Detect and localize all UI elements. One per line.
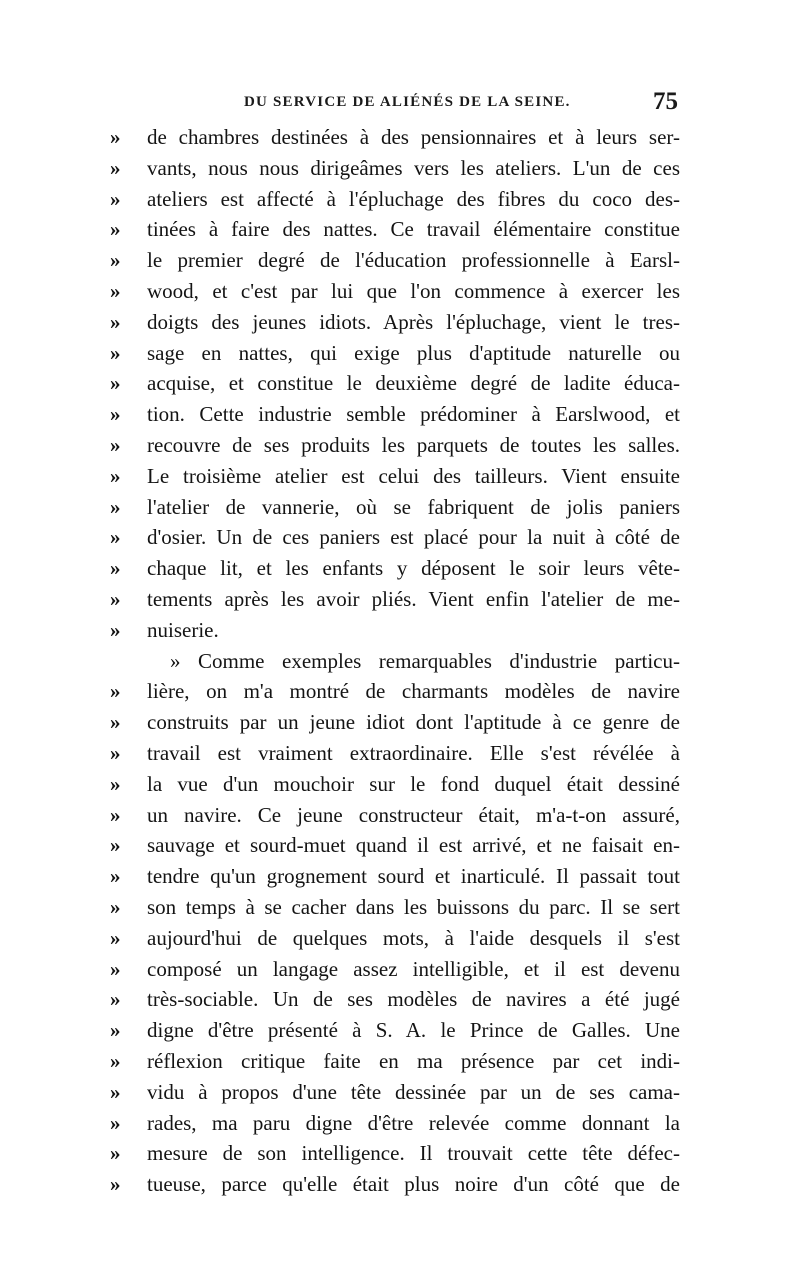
line-text: mesure de son intelligence. Il trouvait cette tête défec-: [147, 1141, 680, 1166]
quote-mark: »: [110, 1141, 121, 1166]
quote-mark: »: [110, 248, 121, 273]
quote-mark: »: [110, 1018, 121, 1043]
quote-mark: »: [110, 525, 121, 550]
text-line-1: [110, 122, 680, 153]
line-text: » Comme exemples remarquables d'industrie particu-: [170, 648, 680, 673]
text-line-11: [110, 430, 680, 461]
quote-mark: »: [110, 740, 121, 765]
quote-mark: »: [110, 771, 121, 796]
text-line-28: [110, 954, 680, 985]
quote-mark: »: [110, 463, 121, 488]
line-text: sauvage et sourd-muet quand il est arrivé, et ne faisait en-: [147, 833, 680, 858]
quote-mark: »: [110, 617, 121, 642]
line-text: recouvre de ses produits les parquets de toutes les salles.: [147, 432, 680, 457]
quote-mark: »: [110, 956, 121, 981]
quote-mark: »: [110, 155, 121, 180]
line-text: très-sociable. Un de ses modèles de navires a été jugé: [147, 987, 680, 1012]
text-line-33: [110, 1108, 680, 1139]
text-line-4: [110, 214, 680, 245]
text-line-34: [110, 1138, 680, 1169]
quote-mark: »: [110, 1048, 121, 1073]
text-line-24: [110, 830, 680, 861]
line-text: travail est vraiment extraordinaire. Elle s'est révélée à: [147, 740, 680, 765]
line-text: Le troisième atelier est celui des tailleurs. Vient ensuite: [147, 463, 680, 488]
text-line-32: [110, 1077, 680, 1108]
line-text: wood, et c'est par lui que l'on commence à exercer les: [147, 278, 680, 303]
body-text: [110, 122, 680, 1200]
page-header: [200, 88, 678, 118]
line-text: tion. Cette industrie semble prédominer à Earslwood, et: [147, 402, 680, 427]
line-text: tinées à faire des nattes. Ce travail élémentaire constitue: [147, 217, 680, 242]
line-text: chaque lit, et les enfants y déposent le soir leurs vête-: [147, 556, 680, 581]
text-line-13: [110, 492, 680, 523]
quote-mark: »: [110, 309, 121, 334]
quote-mark: »: [110, 710, 121, 735]
line-text: tendre qu'un grognement sourd et inarticulé. Il passait tout: [147, 864, 680, 889]
quote-mark: »: [110, 679, 121, 704]
text-line-21: [110, 738, 680, 769]
line-text: l'atelier de vannerie, où se fabriquent de jolis paniers: [147, 494, 680, 519]
quote-mark: »: [110, 987, 121, 1012]
quote-mark: »: [110, 402, 121, 427]
quote-mark: »: [110, 833, 121, 858]
page-number: 75: [653, 88, 678, 115]
quote-mark: »: [110, 217, 121, 242]
text-line-20: [110, 707, 680, 738]
text-line-29: [110, 984, 680, 1015]
text-line-10: [110, 399, 680, 430]
text-line-9: [110, 368, 680, 399]
text-line-5: [110, 245, 680, 276]
text-line-3: [110, 184, 680, 215]
line-text: composé un langage assez intelligible, et il est devenu: [147, 956, 680, 981]
text-line-26: [110, 892, 680, 923]
line-text: la vue d'un mouchoir sur le fond duquel était dessiné: [147, 771, 680, 796]
line-text: aujourd'hui de quelques mots, à l'aide desquels il s'est: [147, 925, 680, 950]
quote-mark: »: [110, 1172, 121, 1197]
text-line-31: [110, 1046, 680, 1077]
quote-mark: »: [110, 1110, 121, 1135]
text-line-14: [110, 522, 680, 553]
line-text: d'osier. Un de ces paniers est placé pour la nuit à côté de: [147, 525, 680, 550]
line-text: doigts des jeunes idiots. Après l'épluchage, vient le tres-: [147, 309, 680, 334]
text-line-15: [110, 553, 680, 584]
quote-mark: »: [110, 864, 121, 889]
line-text: acquise, et constitue le deuxième degré de ladite éduca-: [147, 371, 680, 396]
line-text: tueuse, parce qu'elle était plus noire d'un côté que de: [147, 1172, 680, 1197]
quote-mark: »: [110, 186, 121, 211]
line-text: digne d'être présenté à S. A. le Prince de Galles. Une: [147, 1018, 680, 1043]
line-text: construits par un jeune idiot dont l'aptitude à ce genre de: [147, 710, 680, 735]
text-line-7: [110, 307, 680, 338]
text-line-18: [110, 646, 680, 677]
text-line-6: [110, 276, 680, 307]
quote-mark: »: [110, 278, 121, 303]
text-line-22: [110, 769, 680, 800]
text-line-2: [110, 153, 680, 184]
line-text: nuiserie.: [147, 617, 219, 642]
line-text: de chambres destinées à des pensionnaires et à leurs ser-: [147, 125, 680, 149]
line-text: le premier degré de l'éducation professionnelle à Earsl-: [147, 248, 680, 273]
quote-mark: »: [110, 432, 121, 457]
quote-mark: »: [110, 925, 121, 950]
line-text: réflexion critique faite en ma présence par cet indi-: [147, 1048, 680, 1073]
line-text: un navire. Ce jeune constructeur était, m'a-t-on assuré,: [147, 802, 680, 827]
line-text: son temps à se cacher dans les buissons du parc. Il se sert: [147, 894, 680, 919]
quote-mark: »: [110, 125, 121, 149]
text-line-17: [110, 615, 680, 646]
text-line-25: [110, 861, 680, 892]
text-line-19: [110, 676, 680, 707]
quote-mark: »: [110, 556, 121, 581]
text-line-30: [110, 1015, 680, 1046]
quote-mark: »: [110, 371, 121, 396]
quote-mark: »: [110, 802, 121, 827]
quote-mark: »: [110, 586, 121, 611]
line-text: tements après les avoir pliés. Vient enfin l'atelier de me-: [147, 586, 680, 611]
text-line-8: [110, 338, 680, 369]
line-text: rades, ma paru digne d'être relevée comme donnant la: [147, 1110, 680, 1135]
line-text: sage en nattes, qui exige plus d'aptitude naturelle ou: [147, 340, 680, 365]
quote-mark: »: [110, 340, 121, 365]
text-line-23: [110, 800, 680, 831]
quote-mark: »: [110, 894, 121, 919]
quote-mark: »: [110, 1079, 121, 1104]
line-text: vidu à propos d'une tête dessinée par un de ses cama-: [147, 1079, 680, 1104]
line-text: vants, nous nous dirigeâmes vers les ateliers. L'un de ces: [147, 155, 680, 180]
quote-mark: »: [110, 494, 121, 519]
text-line-27: [110, 923, 680, 954]
text-line-12: [110, 461, 680, 492]
line-text: ateliers est affecté à l'épluchage des fibres du coco des-: [147, 186, 680, 211]
text-line-16: [110, 584, 680, 615]
running-title: DU SERVICE DE ALIÉNÉS DE LA SEINE.: [244, 94, 571, 110]
line-text: lière, on m'a montré de charmants modèles de navire: [147, 679, 680, 704]
text-line-35: [110, 1169, 680, 1200]
